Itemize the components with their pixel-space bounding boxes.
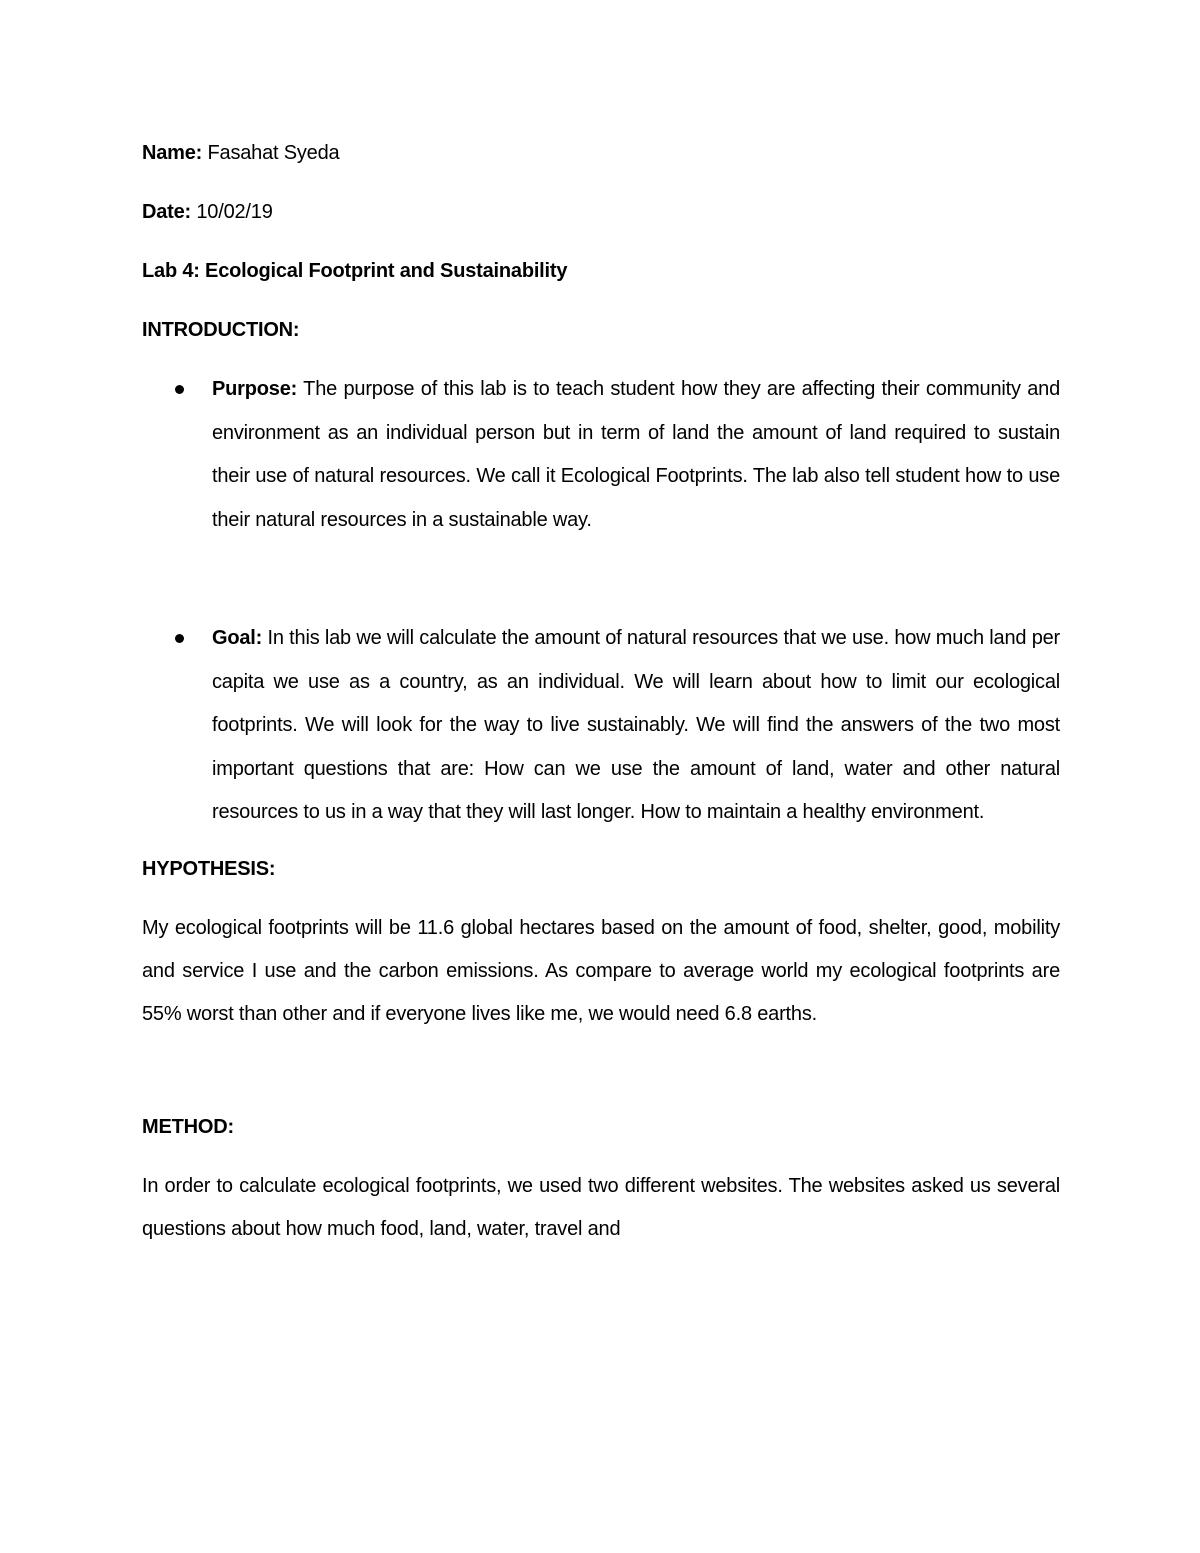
date-line <box>142 199 1060 225</box>
goal-text: In this lab we will calculate the amount of natural resources that we use. how much land per capita we use as a country, as an individual. We will learn about how to limit our ecological footprints. We will look for the way to live sustainably. We will find the answers of the two most important questions that are: How can we use the amount of land, water and other natural resources to us in a way that they will last longer. How to maintain a healthy environment. <box>212 627 1061 823</box>
name-line <box>142 140 1060 166</box>
document-page <box>142 140 1060 1252</box>
goal-label: Goal: <box>212 627 263 649</box>
goal-item <box>142 617 1060 835</box>
method-text: In order to calculate ecological footprints, we used two different websites. The websites asked us several questions about how much food, land, water, travel and <box>142 1175 1060 1241</box>
method-heading: METHOD: <box>142 1116 234 1139</box>
name-value: Fasahat Syeda <box>207 142 340 164</box>
introduction-list <box>142 368 1060 835</box>
purpose-item <box>142 368 1060 542</box>
purpose-text: The purpose of this lab is to teach student how they are affecting their community and environment as an individual person but in term of land the amount of land required to sustain their use of natural resources. We call it Ecological Footprints. The lab also tell student how to use their natural resources in a sustainable way. <box>212 378 1060 531</box>
hypothesis-text: My ecological footprints will be 11.6 global hectares based on the amount of food, shelter, good, mobility and service I use and the carbon emissions. As compare to average world my ecological footprints are 55% worst than other and if everyone lives like me, we would need 6.8 earths. <box>142 916 1060 1025</box>
purpose-label: Purpose: <box>212 378 298 400</box>
bullet-icon <box>175 385 184 394</box>
date-value: 10/02/19 <box>196 201 273 223</box>
hypothesis-heading: HYPOTHESIS: <box>142 857 276 880</box>
bullet-icon <box>175 634 184 643</box>
name-label: Name: <box>142 142 203 164</box>
introduction-heading: INTRODUCTION: <box>142 319 300 341</box>
date-label: Date: <box>142 201 192 223</box>
lab-title: Lab 4: Ecological Footprint and Sustainability <box>142 260 568 282</box>
